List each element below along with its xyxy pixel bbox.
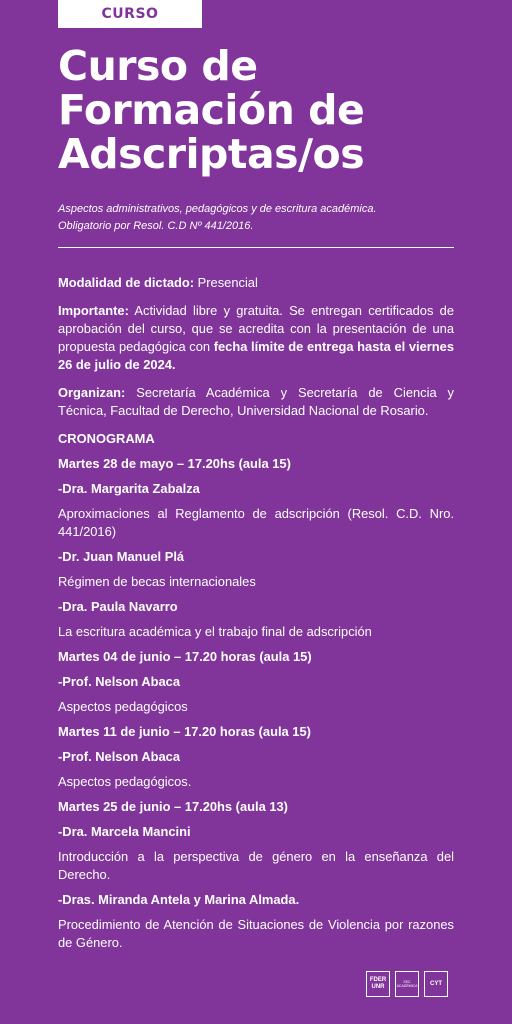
subtitle [58, 201, 458, 235]
importante-label: Importante: [58, 303, 129, 318]
sec-academica-logo: SEC ACADÉMICA [395, 971, 419, 997]
title-line: Curso de [58, 42, 258, 90]
organizan-paragraph [58, 384, 454, 420]
title-line: Adscriptas/os [58, 130, 365, 178]
session-topic: Aspectos pedagógicos. [58, 774, 192, 789]
subtitle-line: Aspectos administrativos, pedagógicos y de escritura académica. [58, 203, 377, 215]
session-speaker: -Dr. Juan Manuel Plá [58, 549, 185, 564]
session-date: Martes 28 de mayo – 17.20hs (aula 15) [58, 456, 291, 471]
organizan-label: Organizan: [58, 385, 126, 400]
session-speaker: -Dra. Marcela Mancini [58, 824, 191, 839]
importante-deadline: fecha límite de entrega hasta el viernes 26 de julio de 2024. [58, 339, 455, 372]
organizan-text: Secretaría Académica y Secretaría de Ciencia y Técnica, Facultad de Derecho, Universidad Nacional de Rosario. [58, 385, 454, 418]
session-speaker: -Prof. Nelson Abaca [58, 749, 181, 764]
importante-text: Actividad libre y gratuita. Se entregan certificados de aprobación del curso, que se acredita con la presentación de una propuesta pedagógica con [58, 303, 454, 354]
schedule-list [58, 455, 454, 952]
session-topic: Régimen de becas internacionales [58, 574, 256, 589]
session-date: Martes 25 de junio – 17.20hs (aula 13) [58, 799, 288, 814]
session-topic: Aspectos pedagógicos [58, 699, 188, 714]
modalidad-paragraph [58, 274, 454, 292]
session-speaker: -Dra. Margarita Zabalza [58, 481, 200, 496]
logo-row [366, 971, 448, 997]
importante-paragraph [58, 302, 454, 374]
session-topic: Aproximaciones al Reglamento de adscripción (Resol. C.D. Nro. 441/2016) [58, 506, 454, 539]
subtitle-line: Obligatorio por Resol. C.D Nº 441/2016. [58, 220, 254, 232]
main-content [58, 274, 454, 959]
session-speaker: -Dras. Miranda Antela y Marina Almada. [58, 892, 300, 907]
course-tag: CURSO [58, 0, 202, 28]
session-topic: Procedimiento de Atención de Situaciones de Violencia por razones de Género. [58, 917, 454, 950]
cyt-logo: CYT [424, 971, 448, 997]
modalidad-label: Modalidad de dictado: [58, 275, 195, 290]
session-speaker: -Prof. Nelson Abaca [58, 674, 181, 689]
session-date: Martes 04 de junio – 17.20 horas (aula 15) [58, 649, 312, 664]
cronograma-title: CRONOGRAMA [58, 431, 155, 446]
fder-unr-logo: FDER UNR [366, 971, 390, 997]
session-date: Martes 11 de junio – 17.20 horas (aula 15) [58, 724, 311, 739]
session-topic: Introducción a la perspectiva de género en la enseñanza del Derecho. [58, 849, 454, 882]
title-line: Formación de [58, 86, 365, 134]
divider [58, 247, 454, 248]
modalidad-value: Presencial [194, 275, 258, 290]
session-topic: La escritura académica y el trabajo final de adscripción [58, 624, 372, 639]
session-speaker: -Dra. Paula Navarro [58, 599, 178, 614]
page-title [58, 44, 498, 176]
